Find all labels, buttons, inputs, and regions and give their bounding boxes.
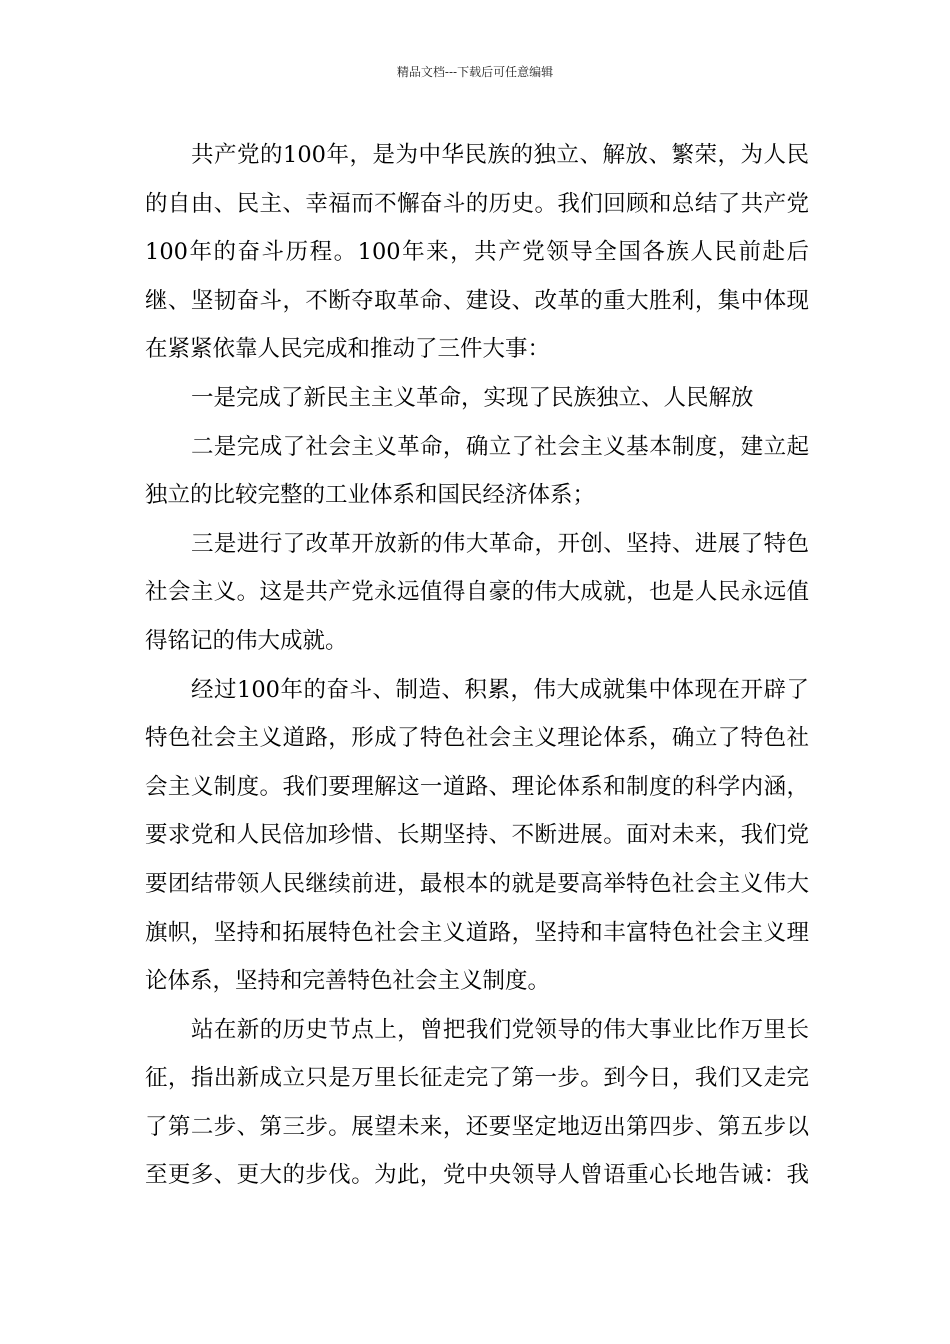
- paragraph-1: 共产党的100年，是为中华民族的独立、解放、繁荣，为人民的自由、民主、幸福而不懈奋斗的历史。我们回顾和总结了共产党100年的奋斗历程。100年来，共产党领导全国各族人民前赴后继、坚韧奋斗，不断夺取革命、建设、改革的重大胜利，集中体现在紧紧依靠人民完成和推动了三件大事：: [145, 142, 809, 363]
- paragraph-3: 二是完成了社会主义革命，确立了社会主义基本制度，建立起独立的比较完整的工业体系和国民经济体系；: [145, 433, 809, 509]
- paragraph-4: 三是进行了改革开放新的伟大革命，开创、坚持、进展了特色社会主义。这是共产党永远值得自豪的伟大成就，也是人民永远值得铭记的伟大成就。: [145, 530, 809, 654]
- page-header: 精品文档---下载后可任意编辑: [396, 65, 554, 79]
- document-body: [145, 131, 809, 1200]
- paragraph-5: 经过100年的奋斗、制造、积累，伟大成就集中体现在开辟了特色社会主义道路，形成了特色社会主义理论体系，确立了特色社会主义制度。我们要理解这一道路、理论体系和制度的科学内涵，要求党和人民倍加珍惜、长期坚持、不断进展。面对未来，我们党要团结带领人民继续前进，最根本的就是要高举特色社会主义伟大旗帜，坚持和拓展特色社会主义道路，坚持和丰富特色社会主义理论体系，坚持和完善特色社会主义制度。: [145, 676, 809, 995]
- paragraph-2: 一是完成了新民主主义革命，实现了民族独立、人民解放: [191, 384, 754, 411]
- paragraph-6: 站在新的历史节点上，曾把我们党领导的伟大事业比作万里长征，指出新成立只是万里长征走完了第一步。到今日，我们又走完了第二步、第三步。展望未来，还要坚定地迈出第四步、第五步以至更多、更大的步伐。为此，党中央领导人曾语重心长地告诫：我: [145, 1016, 809, 1189]
